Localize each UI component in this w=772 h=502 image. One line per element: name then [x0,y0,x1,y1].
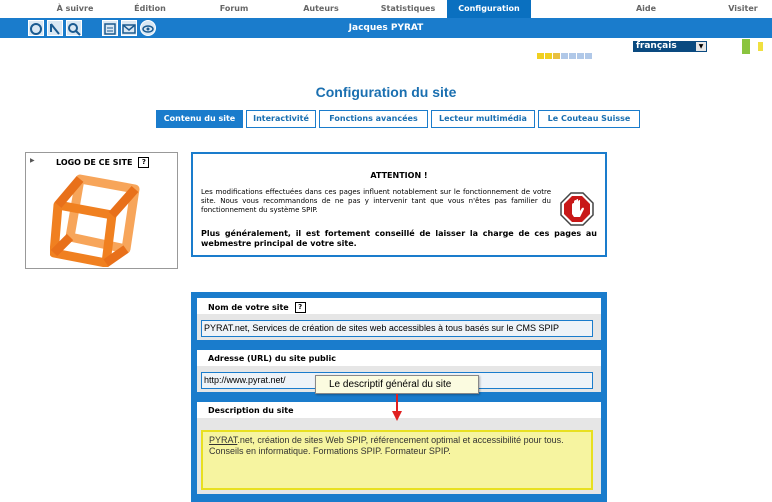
expand-triangle-icon[interactable]: ▶ [30,157,35,164]
nav-auteurs[interactable]: Auteurs [303,4,339,13]
site-logo-panel [25,152,178,269]
nav-edition[interactable]: Édition [134,4,166,13]
stop-hand-icon [560,192,594,226]
color-swatches[interactable] [537,44,593,50]
swatch[interactable] [577,53,584,59]
tab-interactivite[interactable]: Interactivité [246,110,316,128]
toolbar [0,18,772,51]
eye-icon[interactable] [140,20,156,36]
calendar-icon[interactable] [102,20,118,36]
description-tooltip: Le descriptif général du site [315,375,479,394]
help-icon[interactable]: ? [138,157,149,168]
logout-icon[interactable] [742,39,764,54]
documents-icon[interactable] [47,20,63,36]
tab-contenu-du-site[interactable]: Contenu du site [156,110,243,128]
warning-panel [191,152,607,257]
swatch[interactable] [553,53,560,59]
cube-logo-icon [50,167,150,267]
site-url-label: Adresse (URL) du site public [208,354,336,363]
chevron-down-icon: ▼ [696,42,706,51]
swatch[interactable] [561,53,568,59]
tab-lecteur-multimedia[interactable]: Lecteur multimédia [431,110,535,128]
site-description-label: Description du site [208,406,294,415]
user-name: Jacques PYRAT [348,23,424,33]
search-icon[interactable] [66,20,82,36]
recent-icon[interactable] [28,20,44,36]
swatch[interactable] [569,53,576,59]
warning-title: ATTENTION ! [370,171,428,180]
language-select[interactable] [632,40,708,53]
top-navigation [0,0,772,18]
mail-icon[interactable] [121,20,137,36]
site-url-input[interactable]: http://www.pyrat.net/ [201,372,593,389]
nav-statistiques[interactable]: Statistiques [380,4,436,13]
site-name-input[interactable]: PYRAT.net, Services de création de sites web accessibles à tous basés sur le CMS SPIP [201,320,593,337]
nav-visiter[interactable]: Visiter [728,4,758,13]
nav-configuration[interactable]: Configuration [447,0,531,18]
swatch[interactable] [537,53,544,59]
warning-advice: Plus généralement, il est fortement conseillé de laisser la charge de ces pages au webmestre principal de votre site. [201,229,597,248]
help-icon[interactable]: ? [295,302,306,313]
tab-le-couteau-suisse[interactable]: Le Couteau Suisse [538,110,640,128]
tab-fonctions-avancees[interactable]: Fonctions avancées [319,110,428,128]
warning-text: Les modifications effectuées dans ces pages influent notablement sur le fonctionnement de votre site. Nous vous recommandons de ne pas y intervenir tant que vous n'êtes pas familier du fonctionnement du système SPIP. [201,188,551,214]
site-name-section [197,298,601,340]
logo-title: LOGO DE CE SITE ? [56,157,149,168]
nav-aide[interactable]: Aide [635,4,657,13]
page-title: Configuration du site [315,84,457,100]
language-value: français [636,41,677,51]
arrow-down-icon [392,394,402,422]
nav-a-suivre[interactable]: À suivre [56,4,94,13]
nav-forum[interactable]: Forum [219,4,249,13]
site-name-label: Nom de votre site ? [208,302,306,313]
site-description-textarea[interactable]: PYRAT.net, création de sites Web SPIP, référencement optimal et accessibilité pour tous. Conseils en informatique. Formations SPIP. Formateur SPIP. [201,430,593,490]
swatch[interactable] [545,53,552,59]
swatch[interactable] [585,53,592,59]
